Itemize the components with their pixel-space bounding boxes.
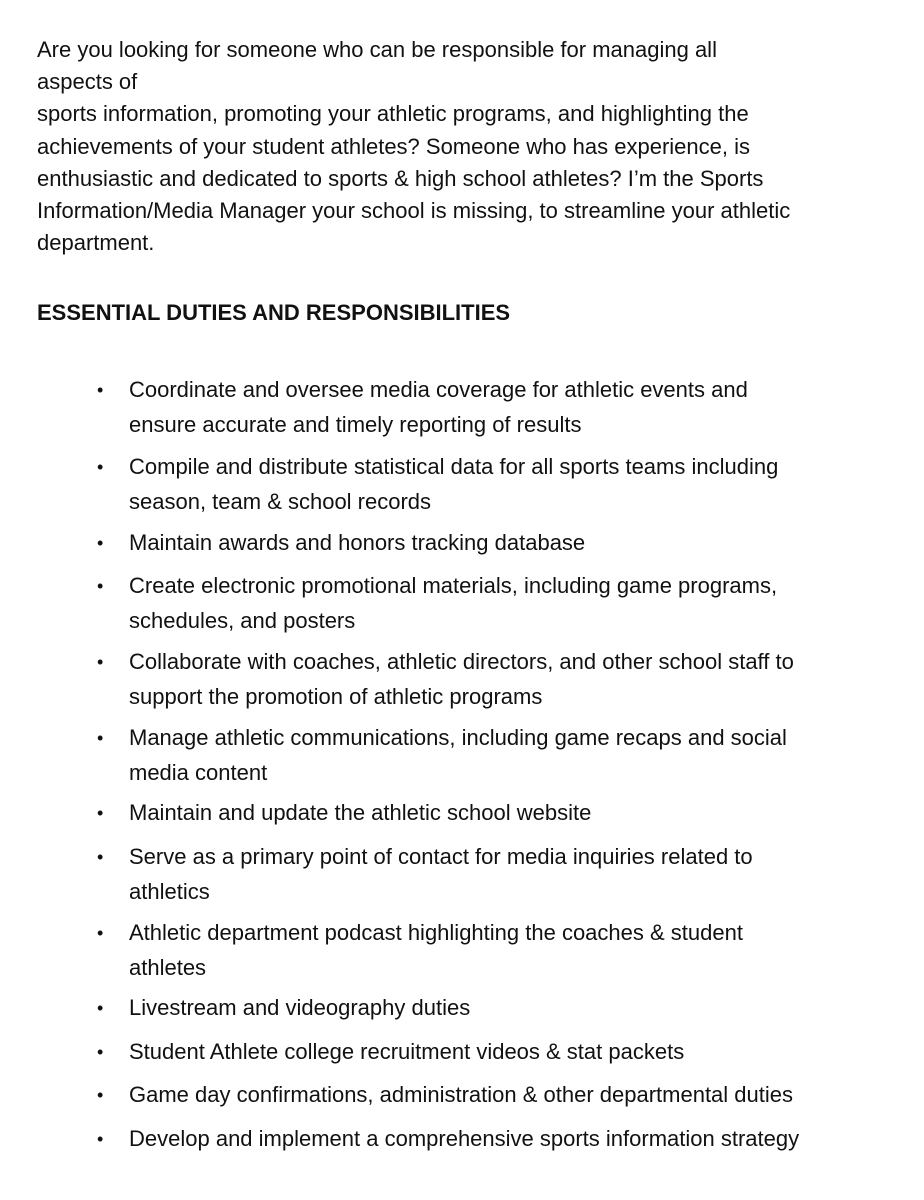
- bullet-icon: •: [97, 728, 104, 748]
- bullet-icon: •: [97, 576, 104, 596]
- list-item-line: athletes: [129, 954, 207, 980]
- list-item-line: ensure accurate and timely reporting of results: [129, 411, 582, 437]
- list-item-line: Student Athlete college recruitment videos & stat packets: [129, 1039, 685, 1064]
- list-item-text: [129, 1035, 684, 1070]
- intro-line: department.: [37, 230, 155, 256]
- intro-paragraph: [37, 34, 897, 259]
- list-item-line: Coordinate and oversee media coverage for athletic events and: [129, 377, 748, 402]
- bullet-icon: •: [97, 803, 104, 823]
- list-item-line: Serve as a primary point of contact for media inquiries related to: [129, 844, 753, 869]
- list-item-line: support the promotion of athletic programs: [129, 683, 543, 709]
- bullet-icon: •: [97, 923, 104, 943]
- list-item-line: athletics: [129, 878, 210, 904]
- intro-line: Information/Media Manager your school is missing, to streamline your athletic: [37, 198, 791, 224]
- bullet-icon: •: [97, 533, 104, 553]
- list-item-text: [129, 645, 794, 714]
- list-item-text: [129, 526, 585, 561]
- list-item-text: [129, 450, 778, 519]
- list-item-text: [129, 1078, 793, 1113]
- bullet-icon: •: [97, 1129, 104, 1149]
- intro-line: Are you looking for someone who can be responsible for managing all: [37, 37, 717, 62]
- list-item-text: [129, 721, 787, 790]
- list-item-line: Compile and distribute statistical data for all sports teams including: [129, 454, 779, 479]
- list-item-line: Create electronic promotional materials, including game programs,: [129, 573, 778, 598]
- bullet-icon: •: [97, 847, 104, 867]
- list-item-text: [129, 840, 753, 909]
- list-item-line: Manage athletic communications, including game recaps and social: [129, 725, 787, 750]
- intro-line: enthusiastic and dedicated to sports & high school athletes? I’m the Sports: [37, 165, 764, 191]
- list-item-line: schedules, and posters: [129, 607, 356, 633]
- bullet-icon: •: [97, 1085, 104, 1105]
- list-item-line: season, team & school records: [129, 488, 432, 514]
- list-item-line: Develop and implement a comprehensive sports information strategy: [129, 1126, 800, 1151]
- list-item-text: [129, 916, 743, 985]
- bullet-icon: •: [97, 380, 104, 400]
- list-item-line: Livestream and videography duties: [129, 995, 471, 1020]
- list-item-line: Collaborate with coaches, athletic directors, and other school staff to: [129, 649, 794, 674]
- list-item-line: media content: [129, 759, 268, 785]
- list-item-line: Game day confirmations, administration & other departmental duties: [129, 1082, 793, 1107]
- list-item-line: Maintain awards and honors tracking database: [129, 530, 586, 555]
- list-item-line: Maintain and update the athletic school website: [129, 800, 592, 825]
- bullet-icon: •: [97, 457, 104, 477]
- list-item-line: Athletic department podcast highlighting the coaches & student: [129, 920, 743, 945]
- intro-line: achievements of your student athletes? Someone who has experience, is: [37, 133, 750, 159]
- list-item-text: [129, 373, 748, 442]
- intro-line: aspects of: [37, 69, 138, 95]
- bullet-icon: •: [97, 1042, 104, 1062]
- bullet-icon: •: [97, 652, 104, 672]
- section-heading: ESSENTIAL DUTIES AND RESPONSIBILITIES: [37, 300, 511, 325]
- list-item-text: [129, 991, 470, 1026]
- list-item-text: [129, 569, 777, 638]
- list-item-text: [129, 1122, 799, 1157]
- list-item-text: [129, 796, 591, 831]
- bullet-icon: •: [97, 998, 104, 1018]
- intro-line: sports information, promoting your athletic programs, and highlighting the: [37, 101, 749, 127]
